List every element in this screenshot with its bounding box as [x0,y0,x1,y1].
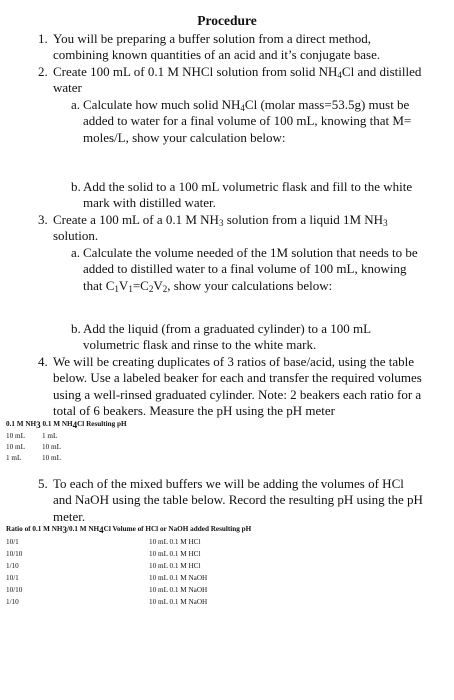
item-3a-text: Calculate the volume needed of the 1M solution that needs to be added to distilled water to a final volume of 100 mL, knowing that $C_1V_1=C_2V_2$, show your calculations below: [83,245,418,294]
item-1-number: 1. [38,31,48,46]
table1-row-2-col-2: 10 mL [42,443,61,451]
item-3-number: 3. [38,212,48,227]
item-2-number: 2. [38,64,48,79]
item-5-text: To each of the mixed buffers we will be adding the volumes of HCl and NaOH using the table below. Record the resulting pH using the pH meter. [53,476,423,524]
table2-row-4-ratio: 10/1 [6,574,19,582]
table2-row-4-volume: 10 mL 0.1 M NaOH [149,574,208,582]
table2-row-3-volume: 10 mL 0.1 M HCl [149,562,201,570]
table2-row-6-volume: 10 mL 0.1 M NaOH [149,598,208,606]
item-3-text: Create a 100 mL of a 0.1 M $NH_3$ solution from a liquid 1M $NH_3$ solution. [53,212,388,244]
table1-row-1-col-1: 10 mL [6,432,25,440]
table1-row-2-col-1: 10 mL [6,443,25,451]
table1-header: 0.1 M $NH_3$ 0.1 M $NH_4Cl$ Resulting pH [6,420,127,430]
item-2a-number: a. [71,97,81,112]
item-2b-text: Add the solid to a 100 mL volumetric flask and fill to the white mark with distilled water. [83,179,413,211]
item-3b-number: b. [71,321,81,336]
table2-row-5-ratio: 10/10 [6,586,23,594]
table2-row-2-volume: 10 mL 0.1 M HCl [149,550,201,558]
item-3a-number: a. [71,245,81,260]
item-5-number: 5. [38,476,48,491]
item-2b-number: b. [71,179,81,194]
item-4-number: 4. [38,354,48,369]
table2-row-2-ratio: 10/10 [6,550,23,558]
table1-row-3-col-2: 10 mL [42,454,61,462]
table2-row-1-volume: 10 mL 0.1 M HCl [149,538,201,546]
item-1-text: You will be preparing a buffer solution from a direct method, combining known quantities of an acid and it’s conjugate base. [53,31,381,63]
item-3b-text: Add the liquid (from a graduated cylinder) to a 100 mL volumetric flask and rinse to the white mark. [83,321,371,353]
item-4-text: We will be creating duplicates of 3 ratios of base/acid, using the table below. Use a labeled beaker for each and transfer the required volumes using a well-rinsed graduated cylinder. Note: 2 beakers each ratio for a total of 6 beakers. Measure the pH using the pH meter [53,354,422,419]
table2-row-1-ratio: 10/1 [6,538,19,546]
item-2a-text: Calculate how much solid $NH_4Cl$ (molar mass=53.5g) must be added to water for a final volume of 100 mL, knowing that M= moles/L, show your calculation below: [83,97,412,145]
table2-row-6-ratio: 1/10 [6,598,19,606]
item-2-text: Create 100 mL of 0.1 M NHCl solution from solid $NH_4Cl$ and distilled water [53,64,422,96]
table1-row-3-col-1: 1 mL [6,454,22,462]
table1-row-1-col-2: 1 mL [42,432,58,440]
table2-header: Ratio of 0.1 M $NH_3/0.1$ M $NH_4Cl$ Volume of HCl or NaOH added Resulting pH [6,525,252,535]
page-title: Procedure [197,13,257,28]
table2-row-5-volume: 10 mL 0.1 M NaOH [149,586,208,594]
table2-row-3-ratio: 1/10 [6,562,19,570]
